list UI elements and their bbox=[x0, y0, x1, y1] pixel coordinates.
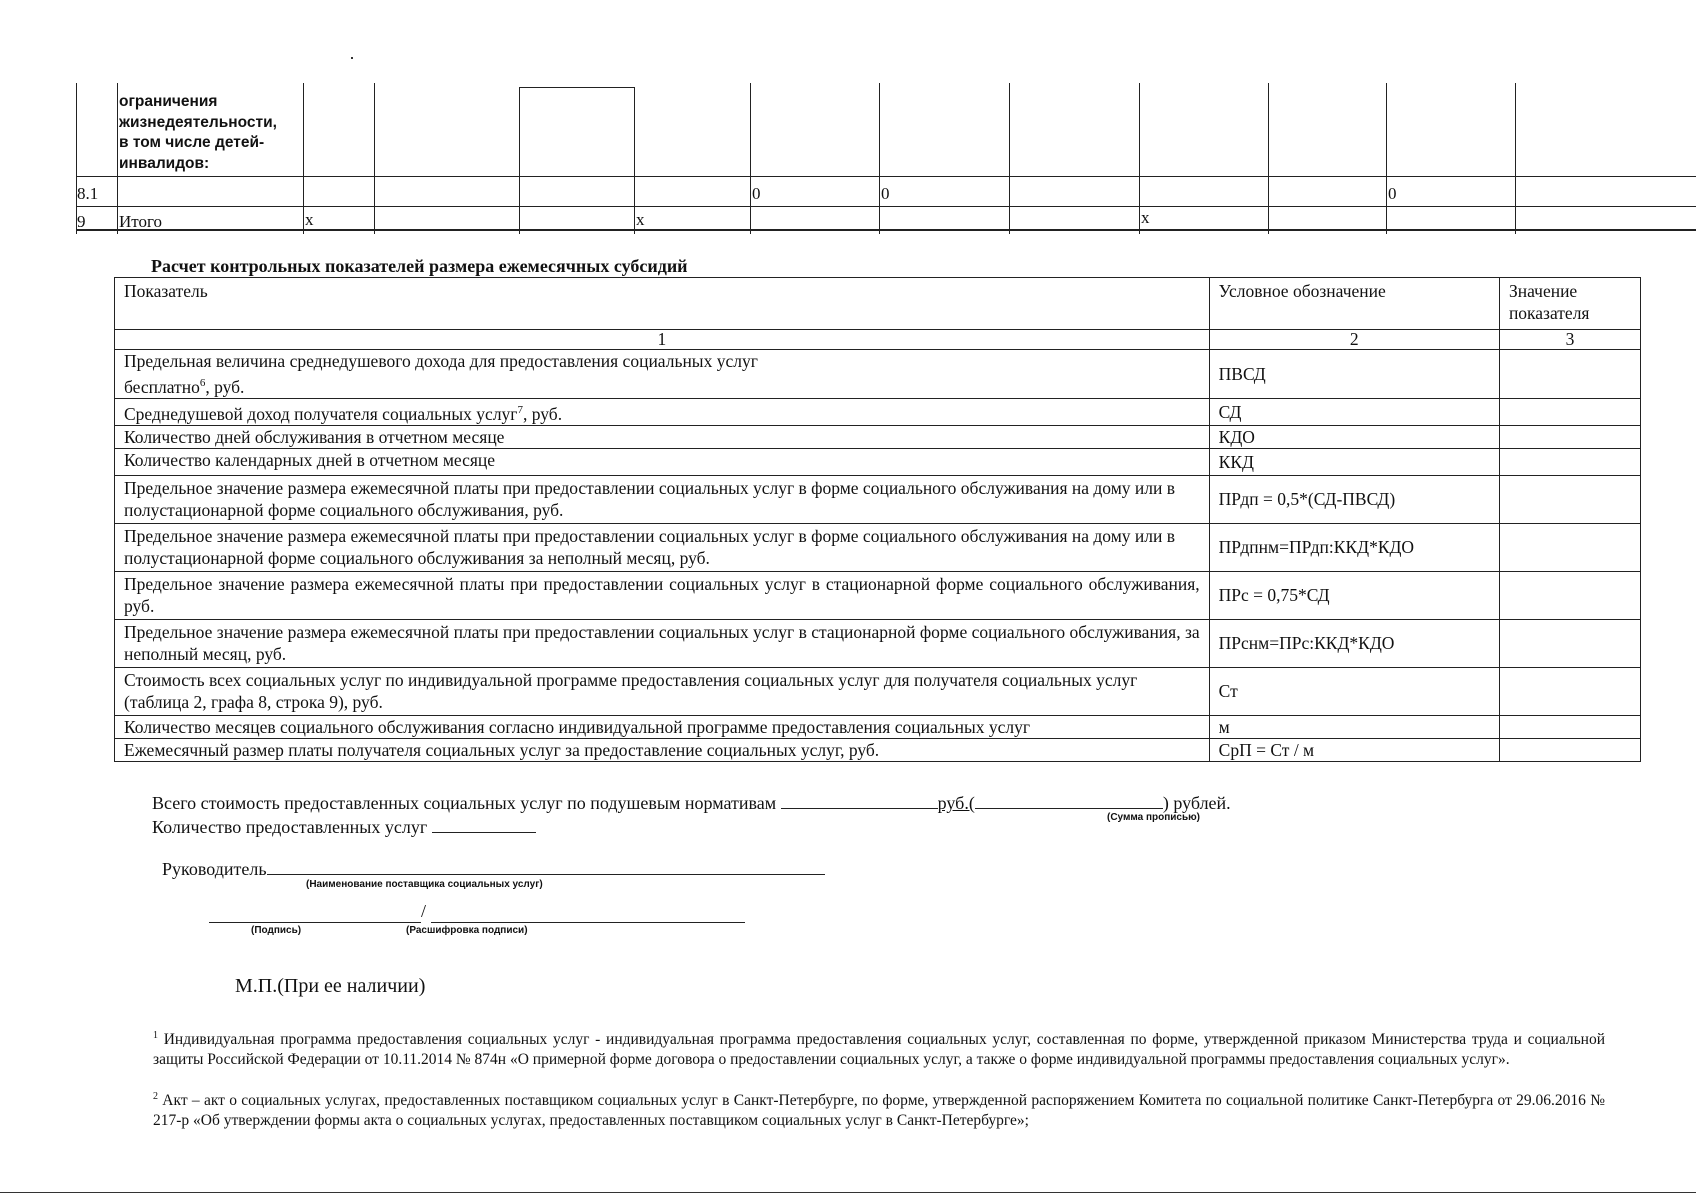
table-row bbox=[115, 667, 1641, 715]
column-number-row bbox=[115, 330, 1641, 350]
row-value[interactable] bbox=[1499, 667, 1640, 715]
row-label: Предельное значение размера ежемесячной платы при предоставлении социальных услуг в форме социального обслуживания на дому или в полустационарной форме социального обслуживания за неполный месяц, руб. bbox=[115, 523, 1210, 571]
footnote: $^2$ Акт – акт о социальных услугах, предоставленных поставщиком социальных услуг в Санкт-Петербурге, по форме, утвержденной распоряжением Комитета по социальной политике Санкт-Петербурга от 29.06.2016 № 217-р «Об утверждении формы акта о социальных услугах, предоставленных поставщиком социальных услуг в Санкт-Петербурге»; bbox=[153, 1091, 1605, 1129]
signature-caption: (Подпись) bbox=[251, 925, 302, 936]
row-value[interactable] bbox=[1499, 448, 1640, 475]
merged-cell-box bbox=[519, 87, 635, 214]
cell-value: 0 bbox=[1388, 184, 1397, 203]
table-row bbox=[115, 523, 1641, 571]
total-cost-line: Всего стоимость предоставленных социальных услуг по подушевым нормативам руб.( ) рублей. bbox=[152, 790, 1231, 814]
row-value[interactable] bbox=[1499, 399, 1640, 426]
provider-name-field[interactable] bbox=[267, 856, 825, 875]
row-value[interactable] bbox=[1499, 715, 1640, 738]
service-count-field[interactable] bbox=[432, 814, 536, 833]
head-line: Руководитель bbox=[162, 856, 825, 880]
row-value[interactable] bbox=[1499, 571, 1640, 619]
table-row bbox=[115, 350, 1641, 399]
row-symbol: ККД bbox=[1209, 448, 1499, 475]
table-row bbox=[115, 448, 1641, 475]
row-symbol: КДО bbox=[1209, 425, 1499, 448]
row-value[interactable] bbox=[1499, 475, 1640, 523]
row-label: Количество дней обслуживания в отчетном месяце bbox=[115, 425, 1210, 448]
footnote: $^1$ Индивидуальная программа предоставления социальных услуг - индивидуальная программа предоставления социальных услуг, составленная по форме, утвержденной приказом Министерства труда и социальной защиты Российской Федерации от 10.11.2014 № 874н «О примерной форме договора о предоставлении социальных услуг, а также о форме индивидуальной программы предоставления социальных услуг». bbox=[153, 1030, 1605, 1068]
table-row bbox=[115, 738, 1641, 761]
row-label: Стоимость всех социальных услуг по индивидуальной программе предоставления социальных услуг для получателя социальных услуг (таблица 2, графа 8, строка 9), руб. bbox=[115, 667, 1210, 715]
row-symbol: ПРдп = 0,5*(СД-ПВСД) bbox=[1209, 475, 1499, 523]
table-row bbox=[115, 399, 1641, 426]
scan-speck bbox=[351, 57, 353, 59]
signature-field[interactable] bbox=[209, 904, 421, 923]
calc-table bbox=[114, 277, 1641, 762]
row-number: 9 bbox=[77, 212, 86, 231]
row-symbol: Ст bbox=[1209, 667, 1499, 715]
row-symbol: СрП = Ст / м bbox=[1209, 738, 1499, 761]
row-value[interactable] bbox=[1499, 619, 1640, 667]
signature-slash: / bbox=[421, 901, 427, 921]
column-number: 2 bbox=[1209, 330, 1499, 350]
row-symbol: ПВСД bbox=[1209, 350, 1499, 399]
section-title: Расчет контрольных показателей размера ежемесячных субсидий bbox=[151, 256, 688, 276]
table-row bbox=[115, 425, 1641, 448]
row-symbol: ПРснм=ПРс:ККД*КДО bbox=[1209, 619, 1499, 667]
header-value: Значение показателя bbox=[1499, 278, 1640, 330]
row-symbol: ПРдпнм=ПРдп:ККД*КДО bbox=[1209, 523, 1499, 571]
header-indicator: Показатель bbox=[115, 278, 1210, 330]
table-header-row bbox=[115, 278, 1641, 330]
total-amount-field[interactable] bbox=[781, 790, 938, 809]
decode-caption: (Расшифровка подписи) bbox=[406, 925, 528, 936]
row-symbol: СД bbox=[1209, 399, 1499, 426]
table-row bbox=[115, 571, 1641, 619]
row-symbol: м bbox=[1209, 715, 1499, 738]
row-value[interactable] bbox=[1499, 738, 1640, 761]
row-label: Предельное значение размера ежемесячной платы при предоставлении социальных услуг в стационарной форме социального обслуживания, за неполный месяц, руб. bbox=[115, 619, 1210, 667]
table-row bbox=[115, 475, 1641, 523]
row-label: Предельное значение размера ежемесячной платы при предоставлении социальных услуг в форме социального обслуживания на дому или в полустационарной форме социального обслуживания, руб. bbox=[115, 475, 1210, 523]
signature-decode-field[interactable] bbox=[431, 904, 745, 923]
service-count-line: Количество предоставленных услуг bbox=[152, 814, 536, 838]
row-value[interactable] bbox=[1499, 523, 1640, 571]
row-symbol: ПРс = 0,75*СД bbox=[1209, 571, 1499, 619]
row-label: Предельная величина среднедушевого дохода для предоставления социальных услуг бесплатно$^6$, руб. bbox=[115, 350, 1210, 399]
cell-value: x bbox=[305, 210, 314, 229]
table-row bbox=[115, 715, 1641, 738]
row-label: Количество календарных дней в отчетном месяце bbox=[115, 448, 1210, 475]
row-value[interactable] bbox=[1499, 425, 1640, 448]
row-number: 8.1 bbox=[77, 184, 99, 203]
cell-value: x bbox=[1141, 208, 1150, 227]
sum-words-caption: (Сумма прописью) bbox=[1107, 812, 1201, 823]
row-label: Предельное значение размера ежемесячной платы при предоставлении социальных услуг в стационарной форме социального обслуживания, руб. bbox=[115, 571, 1210, 619]
column-number: 3 bbox=[1499, 330, 1640, 350]
cell-value: x bbox=[636, 210, 645, 229]
header-symbol: Условное обозначение bbox=[1209, 278, 1499, 330]
row-label-total: Итого bbox=[119, 212, 163, 231]
table-row bbox=[115, 619, 1641, 667]
stamp-label: М.П.(При ее наличии) bbox=[235, 975, 426, 997]
row-8-description: ограничения жизнедеятельности, в том числе детей- инвалидов: bbox=[119, 93, 277, 172]
column-number: 1 bbox=[115, 330, 1210, 350]
provider-caption: (Наименование поставщика социальных услуг) bbox=[306, 879, 543, 890]
total-words-field[interactable] bbox=[975, 790, 1163, 809]
page-bottom-rule bbox=[0, 1192, 1696, 1193]
row-label: Среднедушевой доход получателя социальных услуг$^7$, руб. bbox=[115, 399, 1210, 426]
row-value[interactable] bbox=[1499, 350, 1640, 399]
row-label: Ежемесячный размер платы получателя социальных услуг за предоставление социальных услуг, руб. bbox=[115, 738, 1210, 761]
row-label: Количество месяцев социального обслуживания согласно индивидуальной программе предоставления социальных услуг bbox=[115, 715, 1210, 738]
cell-value: 0 bbox=[881, 184, 890, 203]
cell-value: 0 bbox=[752, 184, 761, 203]
